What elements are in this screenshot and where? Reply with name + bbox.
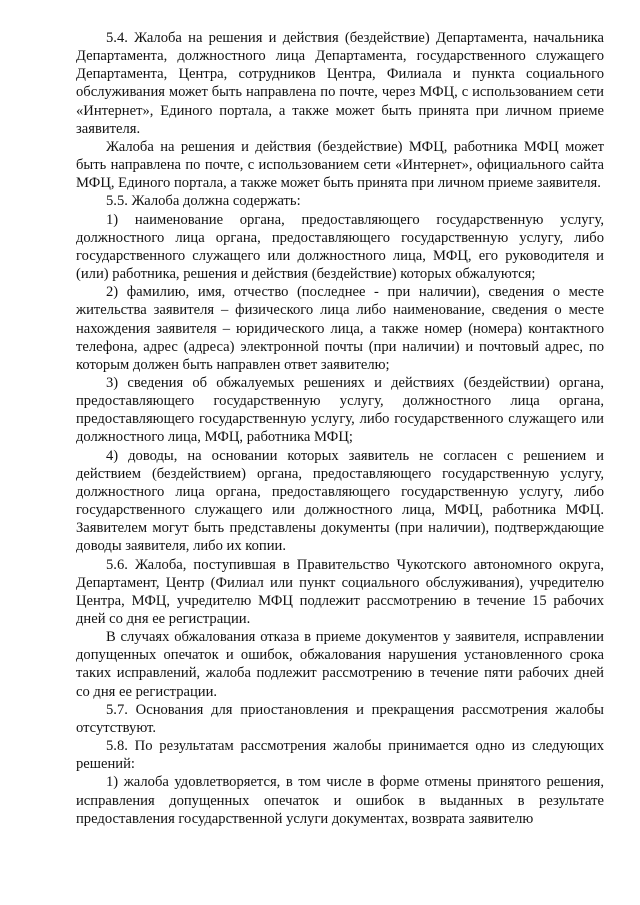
list-item-3: 3) сведения об обжалуемых решениях и действиях (бездействии) органа, предоставляющего государственную услугу, должностного лица органа, предоставляющего государственную услугу, либо государственного служащего или должностного лица, МФЦ, работника МФЦ; [76,374,604,446]
list-item-2: 2) фамилию, имя, отчество (последнее - при наличии), сведения о месте жительства заявителя – физического лица либо наименование, сведения о месте нахождения заявителя – юридического лица, а также номер (номера) контактного телефона, адрес (адреса) электронной почты (при наличии) и почтовый адрес, по которым должен быть направлен ответ заявителю; [76,284,604,373]
paragraph-5-6: 5.6. Жалоба, поступившая в Правительство Чукотского автономного округа, Департамент, Центр (Филиал или пункт социального обслуживания), учредителю Центра, МФЦ, учредителю МФЦ подлежит рассмотрению в течение 15 рабочих дней со дня ее регистрации. [76,556,604,627]
paragraph-mfc-complaint: Жалоба на решения и действия (бездействие) МФЦ, работника МФЦ может быть направлена по почте, с использованием сети «Интернет», официального сайта МФЦ, Единого портала, а также может быть принята при личном приеме заявителя. [76,138,604,192]
paragraph-5-4: 5.4. Жалоба на решения и действия (бездействие) Департамента, начальника Департамента, должностного лица Департамента, государственного служащего Департамента, Центра, сотрудников Центра, Филиала и пункта социального обслуживания может быть направлена по почте, через МФЦ, с использованием сети «Интернет», Единого портала, а также может быть принята при личном приеме заявителя. [76,30,604,137]
paragraph-5-5: 5.5. Жалоба должна содержать: [106,193,301,210]
paragraph-refusal-cases: В случаях обжалования отказа в приеме документов у заявителя, исправлении допущенных опечаток и ошибок, обжалования нарушения установленного срока таких исправлений, жалоба подлежит рассмотрению в течение пяти рабочих дней со дня ее регистрации. [76,629,604,700]
list-item-1: 1) наименование органа, предоставляющего государственную услугу, должностного лица органа, предоставляющего государственную услугу, либо государственного служащего или должностного лица, МФЦ, его руководителя и (или) работника, решения и действия (бездействие) которых обжалуются; [76,211,604,283]
decision-item-1: 1) жалоба удовлетворяется, в том числе в форме отмены принятого решения, исправления допущенных опечаток и ошибок в выданных в результате предоставления государственной услуги документах, возврата заявителю [76,774,604,827]
list-item-4: 4) доводы, на основании которых заявитель не согласен с решением и действием (бездействием) органа, предоставляющего государственную услугу, должностного лица органа, предоставляющего государственную услугу, либо государственного служащего или должностного лица, МФЦ, работника МФЦ. Заявителем могут быть представлены документы (при наличии), подтверждающие доводы заявителя, либо их копии. [76,447,604,555]
paragraph-5-8: 5.8. По результатам рассмотрения жалобы принимается одно из следующих решений: [76,738,604,773]
paragraph-5-7: 5.7. Основания для приостановления и прекращения рассмотрения жалобы отсутствуют. [76,701,604,736]
